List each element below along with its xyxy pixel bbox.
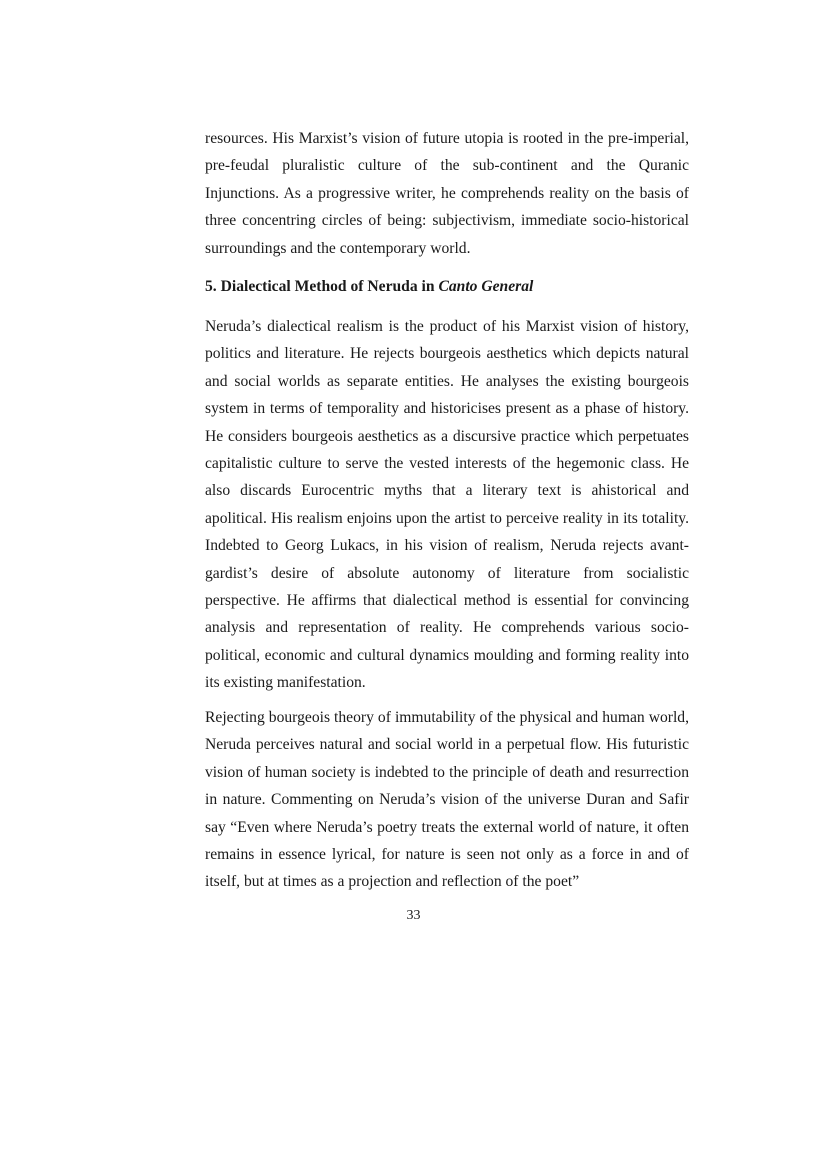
section-heading-title: Canto General — [438, 278, 534, 295]
section-heading-text: 5. Dialectical Method of Neruda in — [205, 278, 439, 295]
paragraph-1: resources. His Marxist’s vision of future utopia is rooted in the pre-imperial, pre-feudal pluralistic culture of the sub-continent and the Quranic Injunctions. As a progressive writer, he comprehends reality on the basis of three concentring circles of being: subjectivism, immediate socio-historical surroundings and the contemporary world. — [205, 130, 689, 257]
section-heading — [205, 275, 689, 299]
page-number: 33 — [406, 908, 421, 923]
paragraph-3: Rejecting bourgeois theory of immutability of the physical and human world, Neruda perceives natural and social world in a perpetual flow. His futuristic vision of human society is indebted to the principle of death and resurrection in nature. Commenting on Neruda’s vision of the universe Duran and Safir say “Even where Neruda’s poetry treats the external world of nature, it often remains in essence lyrical, for nature is seen not only as a force in and of itself, but at times as a projection and reflection of the poet” — [205, 709, 689, 891]
paragraph-2: Neruda’s dialectical realism is the product of his Marxist vision of history, politics and literature. He rejects bourgeois aesthetics which depicts natural and social worlds as separate entities. He analyses the existing bourgeois system in terms of temporality and historicises present as a phase of history. He considers bourgeois aesthetics as a discursive practice which perpetuates capitalistic culture to serve the vested interests of the hegemonic class. He also discards Eurocentric myths that a literary text is ahistorical and apolitical. His realism enjoins upon the artist to perceive reality in its totality. Indebted to Georg Lukacs, in his vision of realism, Neruda rejects avant-gardist’s desire of absolute autonomy of literature from socialistic perspective. He affirms that dialectical method is essential for convincing analysis and representation of reality. He comprehends various socio-political, economic and cultural dynamics moulding and forming reality into its existing manifestation. — [205, 318, 689, 692]
